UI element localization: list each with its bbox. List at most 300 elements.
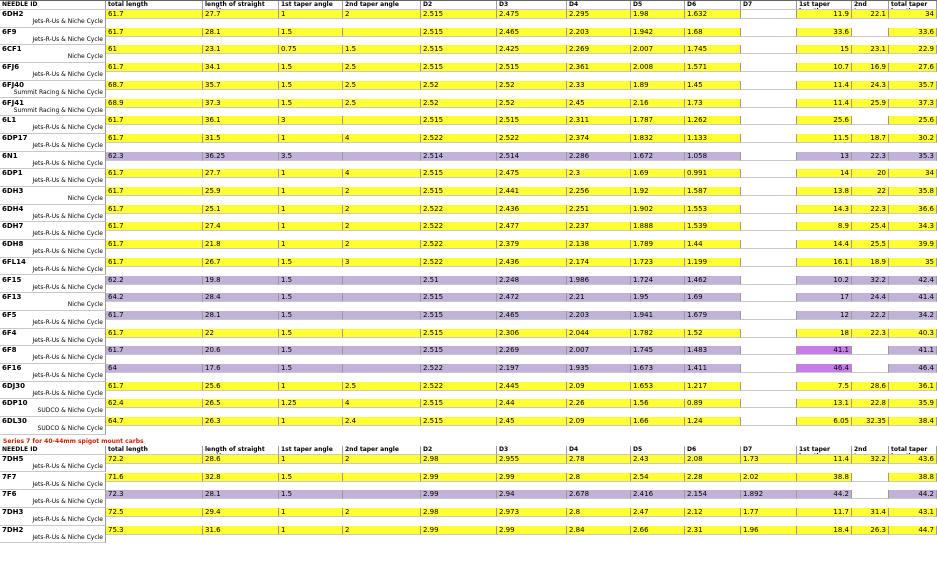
cell-total-length[interactable]: 64 <box>106 364 203 373</box>
needle-id-cell[interactable] <box>0 276 106 294</box>
cell-d2[interactable]: 2.522 <box>421 222 497 231</box>
cell-d4[interactable]: 1.986 <box>567 276 631 285</box>
cell-t2len[interactable]: 25.5 <box>852 240 889 249</box>
cell-d5[interactable]: 1.782 <box>631 329 685 338</box>
cell-taper1[interactable]: 1.5 <box>279 276 343 285</box>
cell-ttlen[interactable]: 40.3 <box>889 329 937 338</box>
cell-straight[interactable]: 29.4 <box>203 508 279 517</box>
cell-d6[interactable]: 1.24 <box>685 417 741 426</box>
cell-d2[interactable]: 2.99 <box>421 490 497 499</box>
cell-d4[interactable]: 2.09 <box>567 382 631 391</box>
cell-d4[interactable]: 2.256 <box>567 187 631 196</box>
cell-d3[interactable]: 2.52 <box>497 99 567 108</box>
cell-taper2[interactable]: 3 <box>343 258 421 267</box>
cell-d4[interactable]: 2.21 <box>567 293 631 302</box>
cell-t1len[interactable]: 6.05 <box>797 417 852 426</box>
cell-taper1[interactable]: 1.5 <box>279 293 343 302</box>
cell-d5[interactable]: 2.43 <box>631 455 685 464</box>
cell-d6[interactable]: 1.411 <box>685 364 741 373</box>
cell-taper2[interactable]: 2.5 <box>343 382 421 391</box>
cell-ttlen[interactable]: 34 <box>889 10 937 19</box>
cell-total-length[interactable]: 61.7 <box>106 134 203 143</box>
cell-taper2[interactable]: 2.4 <box>343 417 421 426</box>
cell-total-length[interactable]: 72.2 <box>106 455 203 464</box>
cell-t2len[interactable]: 16.9 <box>852 63 889 72</box>
cell-d7[interactable] <box>741 99 797 108</box>
cell-t2len[interactable]: 32.2 <box>852 276 889 285</box>
cell-t2len[interactable]: 32.35 <box>852 417 889 426</box>
cell-ttlen[interactable]: 34.2 <box>889 311 937 320</box>
cell-d4[interactable]: 2.203 <box>567 28 631 37</box>
cell-straight[interactable]: 26.7 <box>203 258 279 267</box>
cell-d6[interactable]: 2.08 <box>685 455 741 464</box>
header-d6[interactable]: D6 <box>685 446 741 455</box>
cell-t1len[interactable]: 44.2 <box>797 490 852 499</box>
cell-d4[interactable]: 2.33 <box>567 81 631 90</box>
cell-d2[interactable]: 2.515 <box>421 311 497 320</box>
cell-total-length[interactable]: 68.9 <box>106 99 203 108</box>
cell-d2[interactable]: 2.98 <box>421 455 497 464</box>
cell-straight[interactable]: 26.5 <box>203 399 279 408</box>
header-d6[interactable]: D6 <box>685 1 741 10</box>
cell-t2len[interactable]: 25.9 <box>852 99 889 108</box>
cell-d3[interactable]: 2.475 <box>497 10 567 19</box>
cell-taper2[interactable]: 1.5 <box>343 45 421 54</box>
cell-ttlen[interactable]: 22.9 <box>889 45 937 54</box>
cell-t2len[interactable] <box>852 346 889 355</box>
cell-taper2[interactable] <box>343 276 421 285</box>
header-d2[interactable]: D2 <box>421 446 497 455</box>
cell-d5[interactable]: 2.416 <box>631 490 685 499</box>
cell-d5[interactable]: 1.66 <box>631 417 685 426</box>
cell-t2len[interactable]: 26.3 <box>852 526 889 535</box>
cell-taper1[interactable]: 1.5 <box>279 346 343 355</box>
cell-total-length[interactable]: 72.3 <box>106 490 203 499</box>
cell-total-length[interactable]: 61.7 <box>106 346 203 355</box>
cell-d5[interactable]: 1.69 <box>631 169 685 178</box>
cell-total-length[interactable]: 61.7 <box>106 205 203 214</box>
cell-d4[interactable]: 2.78 <box>567 455 631 464</box>
cell-straight[interactable]: 36.1 <box>203 116 279 125</box>
cell-taper2[interactable]: 2 <box>343 526 421 535</box>
cell-d6[interactable]: 1.553 <box>685 205 741 214</box>
cell-taper1[interactable]: 1.5 <box>279 81 343 90</box>
cell-total-length[interactable]: 62.2 <box>106 276 203 285</box>
cell-d5[interactable]: 1.92 <box>631 187 685 196</box>
needle-id-cell[interactable] <box>0 508 106 526</box>
cell-straight[interactable]: 35.7 <box>203 81 279 90</box>
cell-d7[interactable] <box>741 276 797 285</box>
cell-d6[interactable]: 1.44 <box>685 240 741 249</box>
cell-t1len[interactable]: 13.1 <box>797 399 852 408</box>
cell-ttlen[interactable]: 36.1 <box>889 382 937 391</box>
cell-d3[interactable]: 2.465 <box>497 28 567 37</box>
cell-d4[interactable]: 2.45 <box>567 99 631 108</box>
cell-d5[interactable]: 1.832 <box>631 134 685 143</box>
cell-d2[interactable]: 2.51 <box>421 276 497 285</box>
cell-ttlen[interactable]: 27.6 <box>889 63 937 72</box>
cell-d2[interactable]: 2.515 <box>421 329 497 338</box>
needle-id-cell[interactable] <box>0 45 106 63</box>
cell-ttlen[interactable]: 38.8 <box>889 473 937 482</box>
cell-d5[interactable]: 1.724 <box>631 276 685 285</box>
cell-d4[interactable]: 2.26 <box>567 399 631 408</box>
needle-id-cell[interactable] <box>0 258 106 276</box>
cell-d2[interactable]: 2.515 <box>421 116 497 125</box>
cell-taper2[interactable]: 4 <box>343 134 421 143</box>
cell-d5[interactable]: 2.007 <box>631 45 685 54</box>
cell-d5[interactable]: 1.95 <box>631 293 685 302</box>
cell-d2[interactable]: 2.52 <box>421 81 497 90</box>
cell-d6[interactable]: 1.745 <box>685 45 741 54</box>
cell-d7[interactable] <box>741 329 797 338</box>
cell-total-length[interactable]: 75.3 <box>106 526 203 535</box>
cell-d3[interactable]: 2.248 <box>497 276 567 285</box>
cell-straight[interactable]: 27.7 <box>203 10 279 19</box>
cell-total-length[interactable]: 72.5 <box>106 508 203 517</box>
cell-straight[interactable]: 19.8 <box>203 276 279 285</box>
cell-t2len[interactable] <box>852 364 889 373</box>
cell-taper1[interactable]: 1.5 <box>279 258 343 267</box>
cell-taper1[interactable]: 1 <box>279 455 343 464</box>
cell-taper2[interactable]: 2.5 <box>343 63 421 72</box>
cell-taper1[interactable]: 1 <box>279 205 343 214</box>
cell-d4[interactable]: 2.286 <box>567 152 631 161</box>
header-t1len[interactable]: 1st taper <box>797 1 852 10</box>
cell-d5[interactable]: 1.723 <box>631 258 685 267</box>
needle-id-cell[interactable] <box>0 240 106 258</box>
cell-t1len[interactable]: 11.7 <box>797 508 852 517</box>
cell-d3[interactable]: 2.445 <box>497 382 567 391</box>
cell-t1len[interactable]: 10.7 <box>797 63 852 72</box>
header-total-length[interactable]: total length <box>106 446 203 455</box>
cell-d3[interactable]: 2.52 <box>497 81 567 90</box>
cell-d7[interactable] <box>741 28 797 37</box>
cell-taper1[interactable]: 1.5 <box>279 99 343 108</box>
cell-d3[interactable]: 2.425 <box>497 45 567 54</box>
header-ttlen[interactable]: total taper <box>889 446 937 455</box>
cell-d7[interactable] <box>741 417 797 426</box>
cell-taper1[interactable]: 1 <box>279 169 343 178</box>
cell-d3[interactable]: 2.472 <box>497 293 567 302</box>
needle-id-cell[interactable] <box>0 81 106 99</box>
header-t2len[interactable]: 2nd <box>852 1 889 10</box>
cell-t1len[interactable]: 14.3 <box>797 205 852 214</box>
cell-d7[interactable] <box>741 152 797 161</box>
cell-straight[interactable]: 22 <box>203 329 279 338</box>
cell-d5[interactable]: 2.47 <box>631 508 685 517</box>
cell-taper2[interactable] <box>343 473 421 482</box>
cell-d2[interactable]: 2.515 <box>421 187 497 196</box>
cell-t1len[interactable]: 14.4 <box>797 240 852 249</box>
needle-id-cell[interactable] <box>0 205 106 223</box>
cell-t2len[interactable]: 24.4 <box>852 293 889 302</box>
cell-d4[interactable]: 2.8 <box>567 508 631 517</box>
cell-d6[interactable]: 1.483 <box>685 346 741 355</box>
cell-taper1[interactable]: 1.5 <box>279 28 343 37</box>
cell-d5[interactable]: 1.745 <box>631 346 685 355</box>
cell-d3[interactable]: 2.441 <box>497 187 567 196</box>
cell-total-length[interactable]: 61.7 <box>106 10 203 19</box>
cell-t1len[interactable]: 15 <box>797 45 852 54</box>
cell-d4[interactable]: 2.174 <box>567 258 631 267</box>
cell-d3[interactable]: 2.955 <box>497 455 567 464</box>
header-d3[interactable]: D3 <box>497 1 567 10</box>
cell-d6[interactable]: 1.217 <box>685 382 741 391</box>
cell-d6[interactable]: 1.68 <box>685 28 741 37</box>
needle-id-cell[interactable] <box>0 526 106 544</box>
cell-straight[interactable]: 28.6 <box>203 455 279 464</box>
cell-straight[interactable]: 32.8 <box>203 473 279 482</box>
cell-straight[interactable]: 36.25 <box>203 152 279 161</box>
cell-taper1[interactable]: 1 <box>279 187 343 196</box>
cell-t2len[interactable]: 22.3 <box>852 152 889 161</box>
cell-d7[interactable] <box>741 81 797 90</box>
cell-d2[interactable]: 2.52 <box>421 99 497 108</box>
cell-d6[interactable]: 1.45 <box>685 81 741 90</box>
cell-d3[interactable]: 2.465 <box>497 311 567 320</box>
cell-taper2[interactable] <box>343 28 421 37</box>
cell-d6[interactable]: 1.571 <box>685 63 741 72</box>
cell-taper2[interactable] <box>343 293 421 302</box>
cell-t1len[interactable]: 41.1 <box>797 346 852 355</box>
cell-taper2[interactable]: 2 <box>343 205 421 214</box>
cell-d6[interactable]: 1.52 <box>685 329 741 338</box>
needle-id-cell[interactable] <box>0 417 106 435</box>
header-needle-id[interactable]: NEEDLE ID <box>0 1 106 10</box>
cell-straight[interactable]: 25.6 <box>203 382 279 391</box>
cell-d4[interactable]: 2.374 <box>567 134 631 143</box>
cell-ttlen[interactable]: 44.7 <box>889 526 937 535</box>
cell-taper2[interactable]: 2 <box>343 455 421 464</box>
cell-total-length[interactable]: 61.7 <box>106 222 203 231</box>
needle-id-cell[interactable] <box>0 152 106 170</box>
cell-t2len[interactable]: 28.6 <box>852 382 889 391</box>
cell-d5[interactable]: 1.653 <box>631 382 685 391</box>
cell-d3[interactable]: 2.99 <box>497 473 567 482</box>
cell-ttlen[interactable]: 33.6 <box>889 28 937 37</box>
cell-straight[interactable]: 21.8 <box>203 240 279 249</box>
cell-d2[interactable]: 2.515 <box>421 45 497 54</box>
cell-ttlen[interactable]: 34 <box>889 169 937 178</box>
header-total-length[interactable]: total length <box>106 1 203 10</box>
cell-t1len[interactable]: 33.6 <box>797 28 852 37</box>
header-taper2[interactable]: 2nd taper angle <box>343 1 421 10</box>
needle-id-cell[interactable] <box>0 329 106 347</box>
cell-taper1[interactable]: 3.5 <box>279 152 343 161</box>
cell-straight[interactable]: 31.5 <box>203 134 279 143</box>
cell-t1len[interactable]: 38.8 <box>797 473 852 482</box>
cell-straight[interactable]: 26.3 <box>203 417 279 426</box>
header-d2[interactable]: D2 <box>421 1 497 10</box>
cell-total-length[interactable]: 61.7 <box>106 258 203 267</box>
cell-total-length[interactable]: 68.7 <box>106 81 203 90</box>
cell-taper1[interactable]: 1 <box>279 526 343 535</box>
cell-d7[interactable] <box>741 116 797 125</box>
cell-total-length[interactable]: 64.2 <box>106 293 203 302</box>
cell-t1len[interactable]: 11.9 <box>797 10 852 19</box>
cell-ttlen[interactable]: 39.9 <box>889 240 937 249</box>
cell-d4[interactable]: 1.935 <box>567 364 631 373</box>
cell-d2[interactable]: 2.522 <box>421 258 497 267</box>
cell-d5[interactable]: 1.902 <box>631 205 685 214</box>
cell-straight[interactable]: 37.3 <box>203 99 279 108</box>
cell-total-length[interactable]: 71.6 <box>106 473 203 482</box>
cell-d5[interactable]: 1.888 <box>631 222 685 231</box>
cell-d7[interactable] <box>741 45 797 54</box>
cell-d5[interactable]: 2.008 <box>631 63 685 72</box>
cell-total-length[interactable]: 61.7 <box>106 116 203 125</box>
cell-d7[interactable]: 2.02 <box>741 473 797 482</box>
needle-id-cell[interactable] <box>0 28 106 46</box>
cell-taper1[interactable]: 1 <box>279 222 343 231</box>
cell-straight[interactable]: 28.1 <box>203 28 279 37</box>
cell-d3[interactable]: 2.475 <box>497 169 567 178</box>
needle-id-cell[interactable] <box>0 187 106 205</box>
cell-ttlen[interactable]: 42.4 <box>889 276 937 285</box>
cell-d2[interactable]: 2.514 <box>421 152 497 161</box>
cell-d2[interactable]: 2.522 <box>421 382 497 391</box>
cell-total-length[interactable]: 61.7 <box>106 382 203 391</box>
cell-t1len[interactable]: 10.2 <box>797 276 852 285</box>
cell-straight[interactable]: 25.1 <box>203 205 279 214</box>
cell-t2len[interactable] <box>852 490 889 499</box>
header-taper1[interactable]: 1st taper angle <box>279 1 343 10</box>
cell-d5[interactable]: 1.941 <box>631 311 685 320</box>
cell-d2[interactable]: 2.515 <box>421 417 497 426</box>
cell-taper2[interactable]: 4 <box>343 169 421 178</box>
cell-t1len[interactable]: 12 <box>797 311 852 320</box>
cell-d3[interactable]: 2.436 <box>497 205 567 214</box>
needle-id-cell[interactable] <box>0 63 106 81</box>
cell-d6[interactable]: 1.632 <box>685 10 741 19</box>
cell-taper1[interactable]: 1 <box>279 10 343 19</box>
cell-ttlen[interactable]: 35 <box>889 258 937 267</box>
cell-d7[interactable] <box>741 169 797 178</box>
cell-d7[interactable] <box>741 382 797 391</box>
cell-d4[interactable]: 2.8 <box>567 473 631 482</box>
needle-id-cell[interactable] <box>0 382 106 400</box>
needle-id-cell[interactable] <box>0 399 106 417</box>
cell-d3[interactable]: 2.45 <box>497 417 567 426</box>
cell-d3[interactable]: 2.94 <box>497 490 567 499</box>
cell-t1len[interactable]: 46.4 <box>797 364 852 373</box>
cell-t2len[interactable] <box>852 473 889 482</box>
cell-taper2[interactable]: 2.5 <box>343 99 421 108</box>
cell-d2[interactable]: 2.522 <box>421 364 497 373</box>
cell-ttlen[interactable]: 30.2 <box>889 134 937 143</box>
cell-t2len[interactable] <box>852 28 889 37</box>
cell-t1len[interactable]: 14 <box>797 169 852 178</box>
header-d3[interactable]: D3 <box>497 446 567 455</box>
cell-d4[interactable]: 2.237 <box>567 222 631 231</box>
cell-taper2[interactable]: 2 <box>343 240 421 249</box>
cell-d2[interactable]: 2.99 <box>421 473 497 482</box>
cell-total-length[interactable]: 61.7 <box>106 63 203 72</box>
cell-d4[interactable]: 2.361 <box>567 63 631 72</box>
cell-ttlen[interactable]: 25.6 <box>889 116 937 125</box>
cell-ttlen[interactable]: 34.3 <box>889 222 937 231</box>
cell-ttlen[interactable]: 35.9 <box>889 399 937 408</box>
needle-id-cell[interactable] <box>0 346 106 364</box>
cell-t1len[interactable]: 18.4 <box>797 526 852 535</box>
needle-id-cell[interactable] <box>0 134 106 152</box>
cell-d5[interactable]: 1.673 <box>631 364 685 373</box>
cell-t2len[interactable]: 22.3 <box>852 205 889 214</box>
cell-taper1[interactable]: 1.25 <box>279 399 343 408</box>
cell-d4[interactable]: 2.251 <box>567 205 631 214</box>
cell-total-length[interactable]: 62.4 <box>106 399 203 408</box>
cell-straight[interactable]: 28.1 <box>203 490 279 499</box>
cell-d5[interactable]: 1.56 <box>631 399 685 408</box>
cell-total-length[interactable]: 61.7 <box>106 329 203 338</box>
cell-taper2[interactable] <box>343 329 421 338</box>
needle-id-cell[interactable] <box>0 99 106 117</box>
cell-t1len[interactable]: 13 <box>797 152 852 161</box>
cell-d3[interactable]: 2.973 <box>497 508 567 517</box>
cell-t2len[interactable]: 24.3 <box>852 81 889 90</box>
cell-d4[interactable]: 2.044 <box>567 329 631 338</box>
cell-d5[interactable]: 2.54 <box>631 473 685 482</box>
cell-t2len[interactable]: 31.4 <box>852 508 889 517</box>
needle-id-cell[interactable] <box>0 293 106 311</box>
cell-d3[interactable]: 2.515 <box>497 63 567 72</box>
cell-d6[interactable]: 1.69 <box>685 293 741 302</box>
cell-t2len[interactable]: 18.7 <box>852 134 889 143</box>
header-needle-id[interactable]: NEEDLE ID <box>0 446 106 455</box>
cell-d7[interactable]: 1.892 <box>741 490 797 499</box>
header-d4[interactable]: D4 <box>567 446 631 455</box>
cell-taper2[interactable] <box>343 346 421 355</box>
cell-d6[interactable]: 1.462 <box>685 276 741 285</box>
cell-d7[interactable] <box>741 364 797 373</box>
cell-d2[interactable]: 2.522 <box>421 240 497 249</box>
cell-taper1[interactable]: 1.5 <box>279 329 343 338</box>
cell-d4[interactable]: 2.84 <box>567 526 631 535</box>
cell-taper2[interactable]: 2 <box>343 10 421 19</box>
cell-taper1[interactable]: 1 <box>279 508 343 517</box>
cell-straight[interactable]: 27.4 <box>203 222 279 231</box>
cell-t2len[interactable]: 22.8 <box>852 399 889 408</box>
cell-d6[interactable]: 1.058 <box>685 152 741 161</box>
cell-d7[interactable] <box>741 258 797 267</box>
cell-t1len[interactable]: 11.5 <box>797 134 852 143</box>
cell-taper2[interactable]: 2 <box>343 222 421 231</box>
cell-d3[interactable]: 2.514 <box>497 152 567 161</box>
header-t1len[interactable]: 1st taper <box>797 446 852 455</box>
cell-d2[interactable]: 2.515 <box>421 10 497 19</box>
cell-d3[interactable]: 2.477 <box>497 222 567 231</box>
cell-t1len[interactable]: 18 <box>797 329 852 338</box>
cell-d6[interactable]: 2.28 <box>685 473 741 482</box>
cell-d6[interactable]: 2.31 <box>685 526 741 535</box>
cell-total-length[interactable]: 61.7 <box>106 240 203 249</box>
cell-t2len[interactable]: 32.2 <box>852 455 889 464</box>
cell-d2[interactable]: 2.98 <box>421 508 497 517</box>
cell-ttlen[interactable]: 35.3 <box>889 152 937 161</box>
cell-total-length[interactable]: 61.7 <box>106 311 203 320</box>
cell-taper2[interactable] <box>343 152 421 161</box>
cell-d6[interactable]: 1.133 <box>685 134 741 143</box>
header-straight[interactable]: length of straight <box>203 446 279 455</box>
header-d5[interactable]: D5 <box>631 1 685 10</box>
cell-d7[interactable] <box>741 346 797 355</box>
cell-t2len[interactable]: 18.9 <box>852 258 889 267</box>
cell-d3[interactable]: 2.522 <box>497 134 567 143</box>
cell-d7[interactable] <box>741 134 797 143</box>
cell-ttlen[interactable]: 44.2 <box>889 490 937 499</box>
cell-d3[interactable]: 2.515 <box>497 116 567 125</box>
